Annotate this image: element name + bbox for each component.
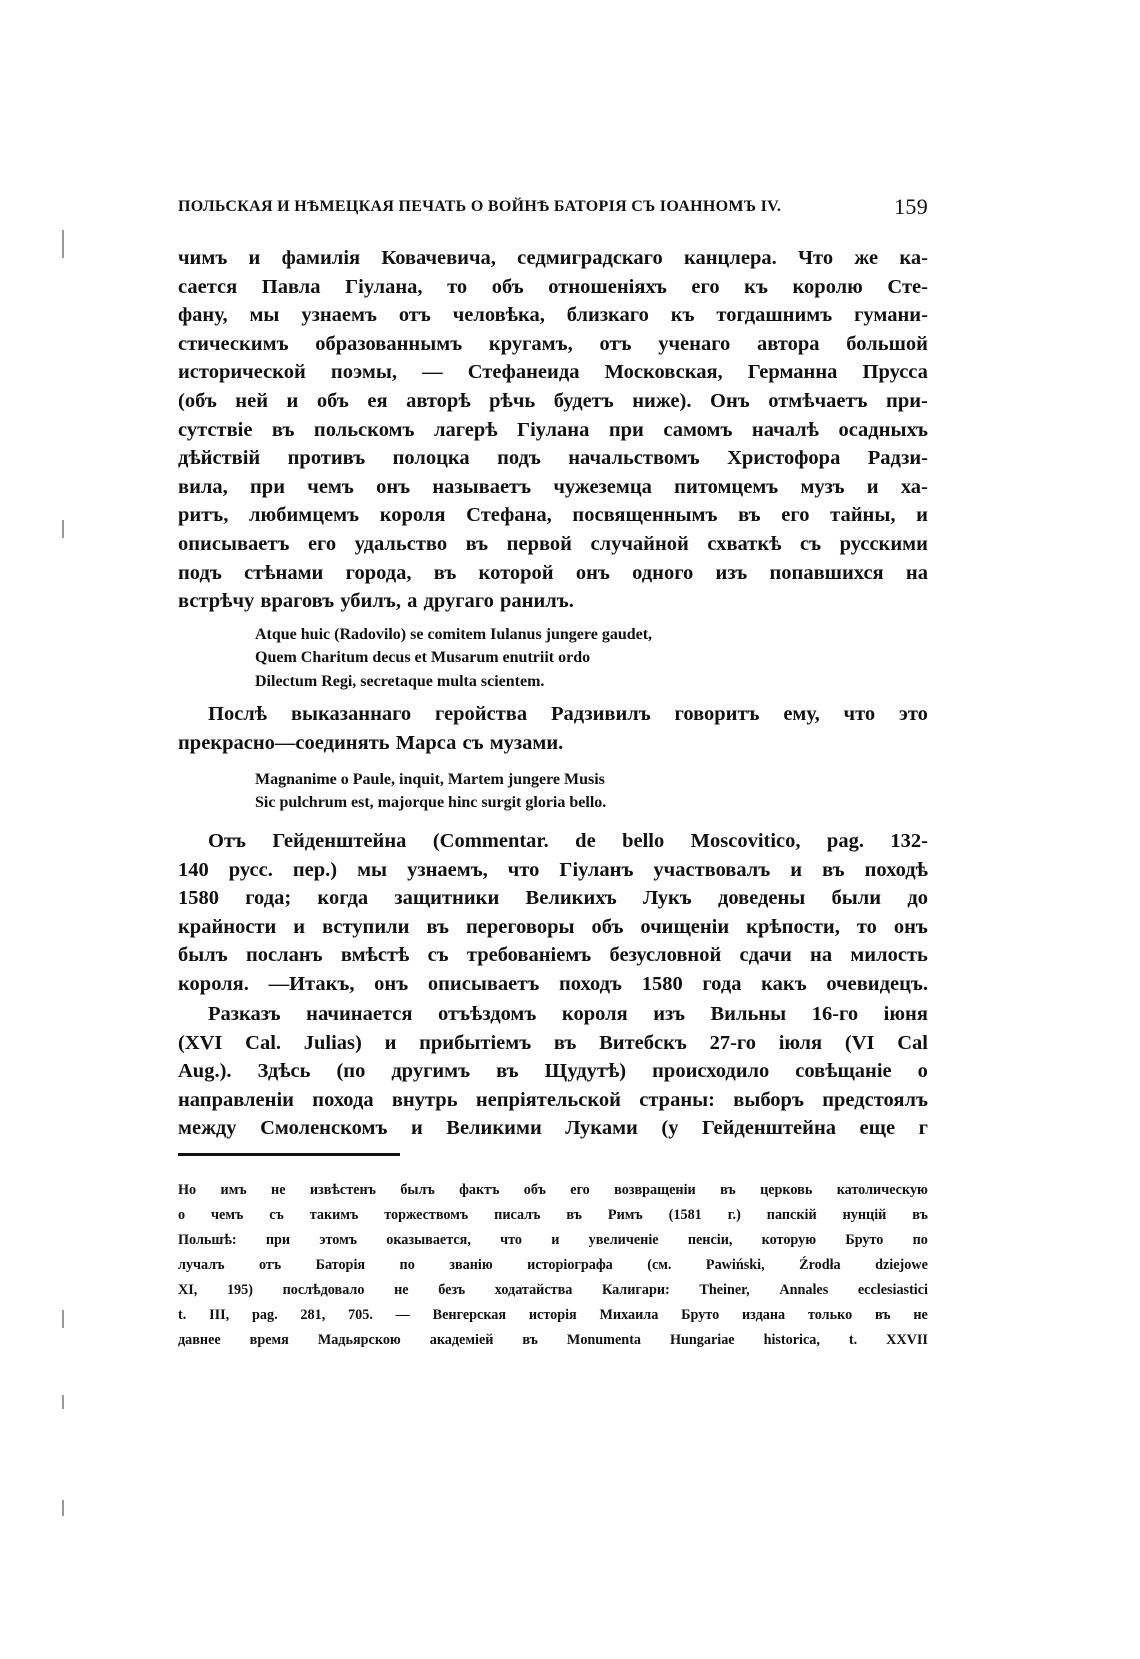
text-line: Magnanime o Paule, inquit, Martem jungere Musis — [255, 771, 605, 788]
text-line: Atque huic (Radovilo) se comitem Iulanus jungere gaudet, — [255, 626, 653, 643]
text-line: (XVI Cal. Julias) и прибытіемъ въ Витебскъ 27-го іюля (VI Cal — [178, 1031, 928, 1054]
text-line: t. III, pag. 281, 705. — Венгерская исторія Михаила Бруто издана только въ не — [178, 1307, 928, 1323]
text-line: XI, 195) послѣдовало не безъ ходатайства Калигари: Theiner, Annales ecclesiastici — [178, 1282, 928, 1298]
text-line: лучалъ отъ Баторія по званію исторіографа (см. Pawiński, Źrodła dziejowe — [178, 1257, 928, 1273]
scan-edge-mark — [62, 1500, 64, 1516]
text-line: между Смоленскомъ и Великими Луками (у Гейденштейна еще г — [178, 1117, 928, 1140]
text-line: Разказъ начинается отъѣздомъ короля изъ Вильны 16-го іюня — [208, 1003, 928, 1025]
text-line: Польшѣ: при этомъ оказывается, что и увеличеніе пенсіи, которую Бруто по — [178, 1232, 928, 1248]
page-number: 159 — [894, 194, 928, 219]
running-title: ПОЛЬСКАЯ И НѢМЕЦКАЯ ПЕЧАТЬ О ВОЙНѢ БАТОРІЯ СЪ ІОАННОМЪ IV. — [178, 198, 782, 215]
scan-edge-mark — [62, 1310, 64, 1328]
text-line: былъ посланъ вмѣстѣ съ требованіемъ безусловной сдачи на милость — [178, 944, 928, 967]
text-line: (объ ней и объ ея авторѣ рѣчь будетъ ниже). Онъ отмѣчаетъ при- — [178, 389, 928, 412]
text-line: дѣйствій противъ полоцка подъ начальствомъ Христофора Радзи- — [178, 447, 928, 470]
text-line: встрѣчу враговъ убилъ, а другаго ранилъ. — [178, 590, 574, 613]
footnote — [178, 1178, 928, 1353]
text-line: Отъ Гейденштейна (Commentar. de bello Moscovitico, pag. 132- — [208, 830, 928, 852]
scan-edge-mark — [62, 1395, 64, 1409]
text-line: короля. —Итакъ, онъ описываетъ походъ 1580 года какъ очевидецъ. — [178, 972, 928, 995]
text-line: исторической поэмы, — Стефанеида Московская, Германна Прусса — [178, 361, 928, 384]
footnote-rule — [178, 1153, 400, 1156]
text-line: направленіи похода внутрь непріятельской страны: выборъ предстоялъ — [178, 1088, 928, 1111]
text-line: фану, мы узнаемъ отъ человѣка, близкаго къ тогдашнимъ гумани- — [178, 304, 928, 327]
text-line: чимъ и фамилія Ковачевича, седмиградскаго канцлера. Что же ка- — [178, 247, 928, 269]
text-line: давнее время Мадьярскою академіей въ Monumenta Hungariae historica, t. XXVII — [178, 1332, 928, 1348]
text-line: Послѣ выказаннаго геройства Радзивилъ говоритъ ему, что это — [208, 703, 928, 725]
running-header — [178, 194, 928, 219]
text-line: сается Павла Гіулана, то объ отношеніяхъ его къ королю Сте- — [178, 275, 928, 298]
text-line: Sic pulchrum est, majorque hinc surgit gloria bello. — [255, 794, 607, 812]
text-line: Quem Charitum decus et Musarum enutriit ordo — [255, 649, 591, 667]
scan-edge-mark — [62, 520, 64, 538]
text-line: 140 русс. пер.) мы узнаемъ, что Гіуланъ участвовалъ и въ походѣ — [178, 858, 928, 881]
text-line: стическимъ образованнымъ кругамъ, отъ ученаго автора большой — [178, 332, 928, 355]
text-line: прекрасно—соединять Марса съ музами. — [178, 731, 564, 754]
text-line: 1580 года; когда защитники Великихъ Лукъ доведены были до — [178, 887, 928, 910]
paragraph-1 — [178, 244, 928, 616]
text-line: подъ стѣнами города, въ которой онъ одного изъ попавшихся на — [178, 561, 928, 584]
text-line: ритъ, любимцемъ короля Стефана, посвященнымъ въ его тайны, и — [178, 504, 928, 527]
text-line: вила, при чемъ онъ называетъ чужеземца питомцемъ музъ и ха- — [178, 475, 928, 498]
text-line: описываетъ его удальство въ первой случайной схваткѣ съ русскими — [178, 532, 928, 555]
verse-quote-2 — [255, 768, 606, 815]
verse-quote-1 — [255, 623, 652, 693]
text-line: Dilectum Regi, secretaque multa scientem. — [255, 672, 545, 690]
scan-edge-mark — [62, 230, 64, 258]
paragraph-3 — [178, 827, 928, 999]
text-line: Aug.). Здѣсь (по другимъ въ Щудутѣ) происходило совѣщаніе о — [178, 1060, 928, 1083]
text-line: о чемъ съ такимъ торжествомъ писалъ въ Римъ (1581 г.) папскій нунцій въ — [178, 1207, 928, 1223]
text-line: крайности и вступили въ переговоры объ очищеніи крѣпости, то онъ — [178, 915, 928, 938]
text-line: Но имъ не извѣстенъ былъ фактъ объ его возвращеніи въ церковь католическую — [178, 1182, 928, 1198]
paragraph-2 — [178, 700, 928, 757]
paragraph-4 — [178, 1000, 928, 1143]
text-line: сутствіе въ польскомъ лагерѣ Гіулана при самомъ началѣ осадныхъ — [178, 418, 928, 441]
